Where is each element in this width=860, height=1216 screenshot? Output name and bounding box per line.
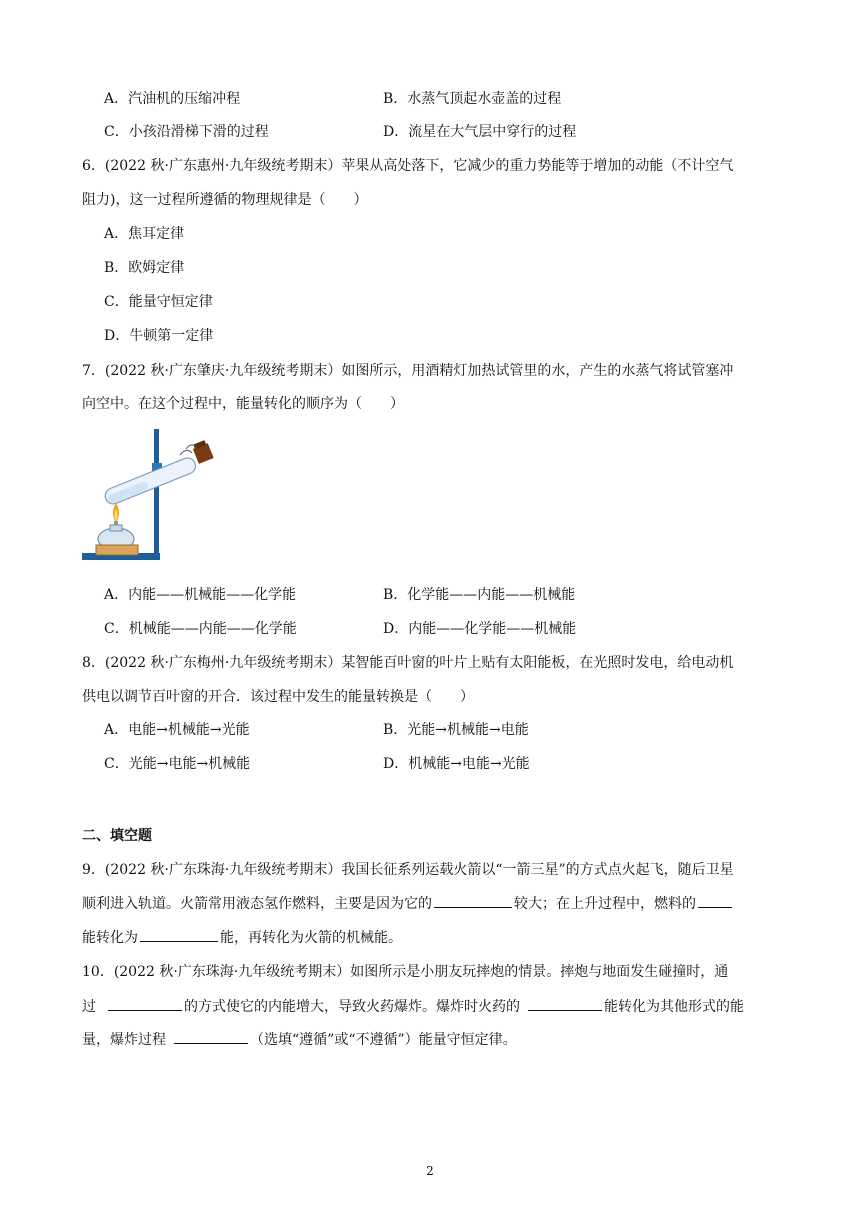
wooden-block: [96, 545, 138, 555]
q8-option-d: D．机械能→电能→光能: [383, 756, 530, 772]
q10-text: 能转化为其他形式的能: [604, 999, 744, 1015]
q8-stem-line2: 供电以调节百叶窗的开合．该过程中发生的能量转换是（ ）: [82, 689, 474, 705]
q9-stem-line1: 9．(2022 秋·广东珠海·九年级统考期末）我国长征系列运载火箭以“一箭三星”的方式点火起飞，随后卫星: [82, 862, 734, 878]
q7-stem-line2: 向空中。在这个过程中，能量转化的顺序为（ ）: [82, 396, 404, 412]
q5-option-d: D．流星在大气层中穿行的过程: [383, 124, 577, 140]
test-tube-heating-figure: [80, 425, 230, 570]
q10-text: 过: [82, 999, 96, 1015]
q10-text: 的方式使它的内能增大，导致火药爆炸。爆炸时火药的: [184, 999, 520, 1015]
q6-option-a: A．焦耳定律: [104, 226, 185, 242]
test-tube-stopper: [191, 439, 213, 464]
q7-option-a: A．内能——机械能——化学能: [104, 587, 297, 603]
q8-stem-line1: 8．(2022 秋·广东梅州·九年级统考期末）某智能百叶窗的叶片上贴有太阳能板，在光照时发电，给电动机: [82, 655, 734, 671]
q8-option-c: C．光能→电能→机械能: [104, 756, 251, 772]
q10-text: （选填“遵循”或“不遵循”）能量守恒定律。: [250, 1032, 517, 1048]
q7-stem-line1: 7．(2022 秋·广东肇庆·九年级统考期末）如图所示，用酒精灯加热试管里的水，产生的水蒸气将试管塞冲: [82, 363, 734, 379]
q10-answer-blank-2[interactable]: [528, 996, 602, 1011]
q8-option-a: A．电能→机械能→光能: [104, 722, 250, 738]
test-tube: [103, 456, 198, 507]
q9-text: 能，再转化为火箭的机械能。: [220, 930, 402, 946]
q6-stem-line1: 6．(2022 秋·广东惠州·九年级统考期末）苹果从高处落下，它减少的重力势能等于增加的动能（不计空气: [82, 158, 734, 174]
q10-stem-line3: [82, 1029, 782, 1050]
q6-option-d: D．牛顿第一定律: [104, 328, 214, 344]
q10-stem-line1: 10．(2022 秋·广东珠海·九年级统考期末）如图所示是小朋友玩摔炮的情景。摔炮与地面发生碰撞时，通: [82, 964, 729, 980]
page-number: 2: [426, 1164, 434, 1178]
q5-option-c: C．小孩沿滑梯下滑的过程: [104, 124, 269, 140]
q7-option-c: C．机械能——内能——化学能: [104, 621, 297, 637]
q9-text: 能转化为: [82, 930, 138, 946]
q7-option-b: B．化学能——内能——机械能: [383, 587, 576, 603]
q8-option-b: B．光能→机械能→电能: [383, 722, 529, 738]
q6-option-c: C．能量守恒定律: [104, 294, 213, 310]
q5-option-b: B．水蒸气顶起水壶盖的过程: [383, 91, 562, 107]
q6-stem-line2: 阻力)，这一过程所遵循的物理规律是（ ）: [82, 192, 368, 208]
stand-rod: [154, 429, 159, 555]
q9-answer-blank-2[interactable]: [698, 893, 732, 908]
q9-text: 较大；在上升过程中，燃料的: [514, 896, 696, 912]
q9-answer-blank-3[interactable]: [140, 927, 218, 942]
q9-text: 顺利进入轨道。火箭常用液态氢作燃料，主要是因为它的: [82, 896, 432, 912]
q5-option-a: A．汽油机的压缩冲程: [104, 91, 241, 107]
q7-option-d: D．内能——化学能——机械能: [383, 621, 577, 637]
q9-answer-blank-1[interactable]: [434, 893, 512, 908]
q10-text: 量，爆炸过程: [82, 1032, 166, 1048]
section-heading-fill-in: 二、填空题: [82, 828, 152, 844]
q9-stem-line3: [82, 927, 782, 948]
q10-stem-line2: [82, 996, 782, 1017]
q6-option-b: B．欧姆定律: [104, 260, 185, 276]
q9-stem-line2: [82, 893, 782, 914]
q10-answer-blank-1[interactable]: [108, 996, 182, 1011]
q10-answer-blank-3[interactable]: [174, 1029, 248, 1044]
